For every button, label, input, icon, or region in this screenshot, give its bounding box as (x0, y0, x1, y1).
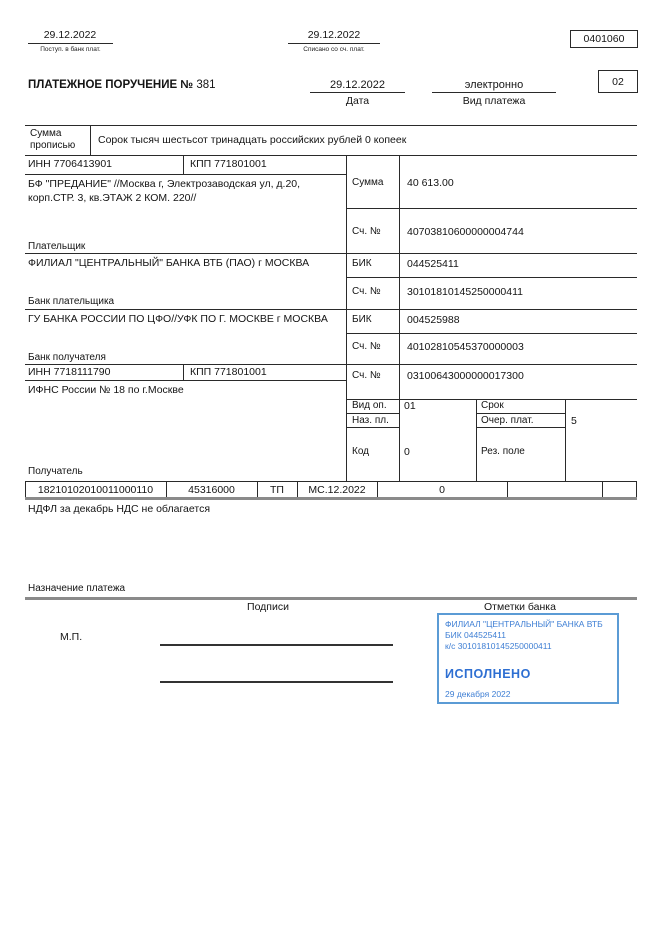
payee-name: ИФНС России № 18 по г.Москве (28, 384, 184, 396)
payment-kind-caption: Вид платежа (462, 95, 526, 107)
priority-value: 5 (571, 415, 577, 427)
stamp-place-label: М.П. (60, 631, 83, 643)
received-date-caption: Поступ. в банк плат. (40, 46, 101, 53)
tax-doc-number-value: 0 (439, 484, 445, 496)
table-line (476, 413, 565, 414)
document-date-underline (310, 92, 405, 93)
amount-value: 40 613.00 (407, 177, 454, 189)
payer-bank-name: ФИЛИАЛ "ЦЕНТРАЛЬНЫЙ" БАНКА ВТБ (ПАО) г МОСКВА (28, 257, 310, 269)
stamp-date: 29 декабря 2022 (445, 689, 511, 700)
bank-marks-label: Отметки банка (484, 601, 556, 613)
table-line (602, 481, 603, 497)
signatures-label: Подписи (247, 601, 289, 613)
table-line (25, 309, 637, 310)
payment-basis-value: ТП (270, 484, 284, 496)
table-line (25, 597, 637, 600)
payee-bank-bik-label: БИК (352, 314, 372, 325)
signature-line-1 (160, 644, 393, 646)
document-title: ПЛАТЕЖНОЕ ПОРУЧЕНИЕ № (28, 79, 194, 91)
payee-bank-name: ГУ БАНКА РОССИИ ПО ЦФО//УФК ПО Г. МОСКВЕ г МОСКВА (28, 313, 328, 325)
op-kind-label: Вид оп. (352, 400, 387, 411)
code-label: Код (352, 446, 370, 457)
table-line (346, 208, 637, 209)
payer-label: Плательщик (28, 241, 86, 252)
payment-kind-value: электронно (464, 79, 524, 91)
payer-inn: ИНН 7706413901 (28, 158, 113, 170)
debited-date: 29.12.2022 (307, 29, 361, 41)
payer-bank-label: Банк плательщика (28, 296, 115, 307)
payer-bank-account-value: 30101810145250000411 (407, 286, 524, 298)
payee-label: Получатель (28, 466, 83, 477)
payment-kind-underline (432, 92, 556, 93)
form-code: 0401060 (583, 33, 625, 45)
op-kind-value: 01 (404, 400, 416, 412)
payee-bank-account-value: 40102810545370000003 (407, 341, 524, 353)
term-label: Срок (481, 400, 504, 411)
table-line (183, 364, 184, 380)
received-date: 29.12.2022 (43, 29, 97, 41)
tax-period-value: МС.12.2022 (308, 484, 366, 496)
form-code-box (570, 30, 638, 48)
amount-words-label-1: Сумма (30, 128, 62, 139)
table-line (476, 399, 477, 481)
payee-account-value: 03100643000000017300 (407, 370, 524, 382)
stamp-status: ИСПОЛНЕНО (445, 667, 531, 682)
table-line (346, 413, 399, 414)
table-line (507, 481, 508, 497)
payer-account-value: 40703810600000004744 (407, 226, 524, 238)
payee-inn: ИНН 7718111790 (28, 366, 111, 378)
table-line (346, 277, 637, 278)
payer-bank-bik-value: 044525411 (407, 258, 459, 270)
purpose-code-label: Наз. пл. (352, 415, 389, 426)
payer-bank-bik-label: БИК (352, 258, 372, 269)
table-line (346, 333, 637, 334)
payment-purpose-label: Назначение платежа (28, 583, 126, 594)
payment-purpose-text: НДФЛ за декабрь НДС не облагается (28, 503, 211, 515)
table-line (346, 155, 347, 481)
status-code: 02 (612, 75, 624, 88)
payee-bank-bik-value: 004525988 (407, 314, 460, 326)
payee-kpp: КПП 771801001 (190, 366, 267, 378)
payer-kpp: КПП 771801001 (190, 158, 267, 170)
oktmo-value: 45316000 (188, 484, 235, 496)
table-line (25, 253, 637, 254)
debited-date-caption: Списано со сч. плат. (303, 46, 365, 53)
table-line (346, 427, 399, 428)
reserve-field-label: Рез. поле (481, 446, 525, 457)
table-line (25, 380, 346, 381)
priority-label: Очер. плат. (481, 415, 534, 426)
table-line (25, 155, 637, 156)
stamp-bank-name: ФИЛИАЛ "ЦЕНТРАЛЬНЫЙ" БАНКА ВТБ (445, 619, 603, 629)
payee-bank-account-label: Сч. № (352, 341, 381, 352)
table-line (25, 125, 637, 126)
stamp-corr-account: к/с 30101810145250000411 (445, 641, 552, 652)
status-code-box (598, 70, 638, 93)
table-line (183, 155, 184, 174)
table-line (399, 155, 400, 481)
table-line (636, 481, 637, 497)
payer-name-line1: БФ "ПРЕДАНИЕ" //Москва г, Электрозаводская ул, д.20, (28, 178, 301, 190)
payer-bank-account-label: Сч. № (352, 286, 381, 297)
signature-line-2 (160, 681, 393, 683)
amount-words-value: Сорок тысяч шестьсот тринадцать российских рублей 0 копеек (98, 134, 407, 146)
document-title-row (28, 79, 216, 92)
document-date-caption: Дата (345, 95, 370, 107)
received-date-underline (28, 43, 113, 44)
table-line (90, 125, 91, 155)
table-line (25, 174, 346, 175)
payee-bank-label: Банк получателя (28, 352, 106, 363)
payer-account-label: Сч. № (352, 226, 381, 237)
amount-words-label-2: прописью (30, 140, 76, 151)
stamp-bik: БИК 044525411 (445, 630, 506, 641)
debited-date-underline (288, 43, 380, 44)
table-line (25, 364, 637, 365)
table-line (565, 399, 566, 481)
table-line (476, 427, 565, 428)
payer-name-line2: корп.СТР. 3, кв.ЭТАЖ 2 КОМ. 220// (28, 192, 197, 204)
payee-account-label: Сч. № (352, 370, 381, 381)
table-line (25, 497, 637, 500)
amount-label: Сумма (352, 177, 384, 188)
code-value: 0 (404, 446, 410, 458)
bank-stamp (437, 613, 619, 704)
kbk-value: 18210102010011000110 (37, 484, 154, 496)
document-number: 381 (196, 79, 216, 91)
table-line (25, 481, 637, 482)
document-date: 29.12.2022 (329, 79, 386, 91)
